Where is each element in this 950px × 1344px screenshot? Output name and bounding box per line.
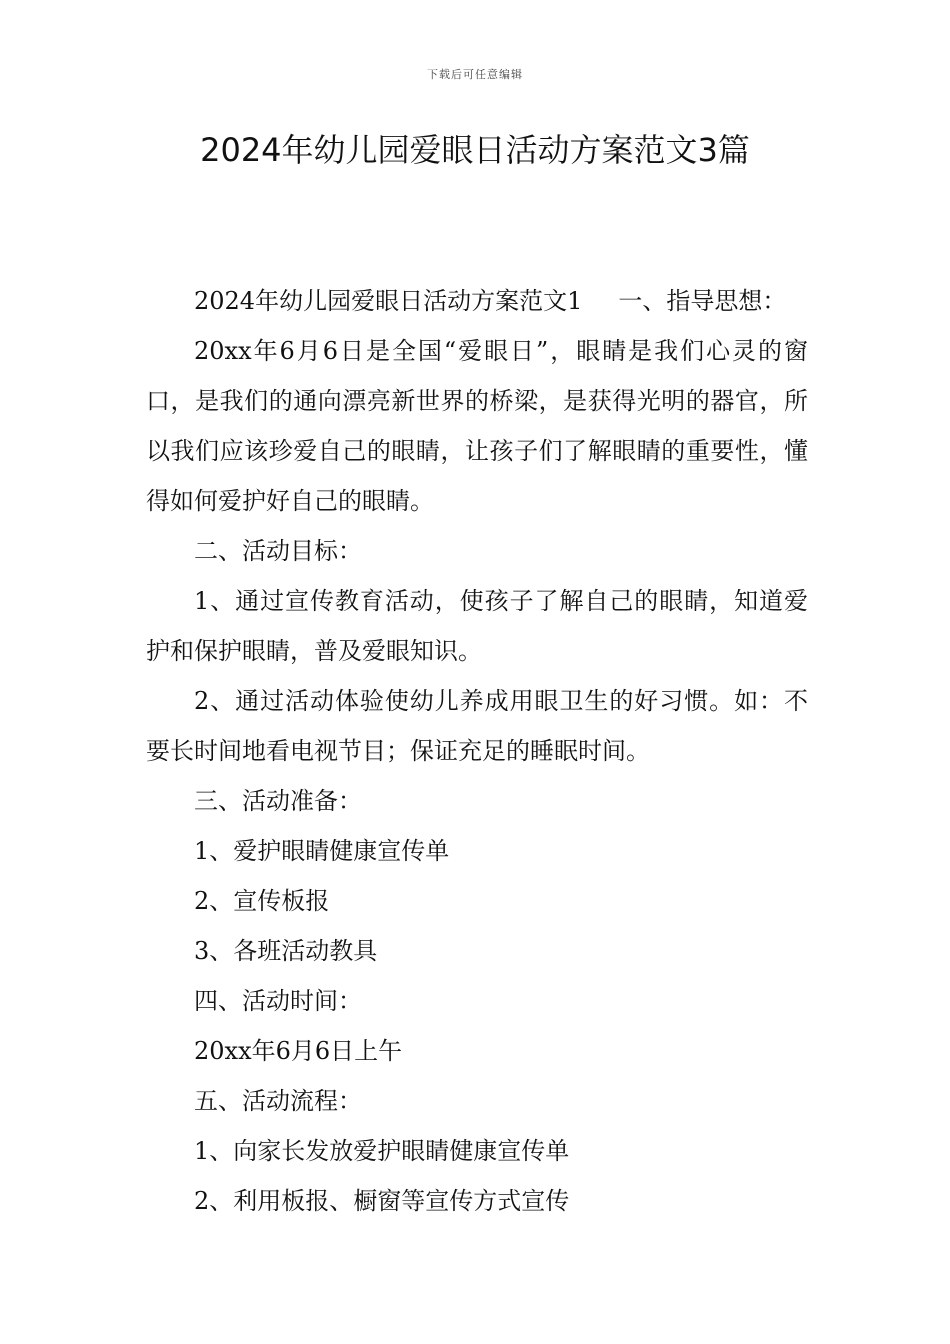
section-heading-time: 四、活动时间：	[194, 987, 362, 1015]
goal-item-1: 1、通过宣传教育活动，使孩子了解自己的眼睛，知道爱护和保护眼睛，普及爱眼知识。	[146, 587, 808, 665]
section-heading-goals: 二、活动目标：	[194, 537, 362, 565]
section-title: 2024年幼儿园爱眼日活动方案范文1	[194, 287, 583, 315]
activity-time: 20xx年6月6日上午	[194, 1037, 403, 1065]
section-heading-preparation: 三、活动准备：	[194, 787, 362, 815]
goal-item-2: 2、通过活动体验使幼儿养成用眼卫生的好习惯。如：不要长时间地看电视节目；保证充足的睡眠时间。	[146, 687, 808, 765]
document-title: 2024年幼儿园爱眼日活动方案范文3篇	[200, 131, 750, 169]
preparation-item-2: 2、宣传板报	[194, 887, 330, 915]
paragraph-background: 20xx年6月6日是全国“爱眼日”，眼睛是我们心灵的窗口，是我们的通向漂亮新世界的桥梁，是获得光明的器官，所以我们应该珍爱自己的眼睛，让孩子们了解眼睛的重要性，懂得如何爱护好自己的眼睛。	[146, 337, 808, 515]
section-heading-guiding-idea: 一、指导思想：	[618, 287, 787, 315]
section-heading-process: 五、活动流程：	[194, 1087, 362, 1115]
process-item-2: 2、利用板报、橱窗等宣传方式宣传	[194, 1187, 570, 1215]
preparation-item-1: 1、爱护眼睛健康宣传单	[194, 837, 450, 865]
header-note: 下载后可任意编辑	[427, 68, 523, 81]
process-item-1: 1、向家长发放爱护眼睛健康宣传单	[194, 1137, 570, 1165]
document-body	[146, 276, 808, 1226]
paragraph-intro	[146, 276, 808, 326]
preparation-item-3: 3、各班活动教具	[194, 937, 378, 965]
